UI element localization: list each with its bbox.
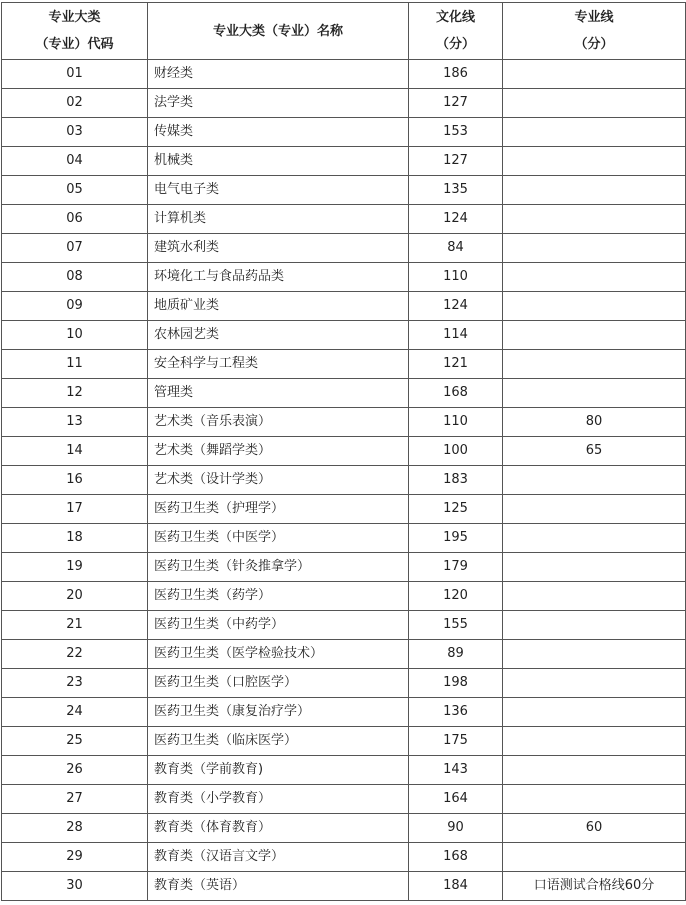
culture-score-cell: 127 bbox=[409, 89, 503, 118]
table-row bbox=[2, 292, 686, 321]
culture-score-cell: 184 bbox=[409, 872, 503, 901]
name-cell: 医药卫生类（中药学） bbox=[148, 611, 409, 640]
header-special-line-2: （分） bbox=[574, 37, 614, 52]
special-score-cell bbox=[503, 350, 686, 379]
name-cell: 教育类（学前教育) bbox=[148, 756, 409, 785]
table-row bbox=[2, 379, 686, 408]
culture-score-cell: 110 bbox=[409, 408, 503, 437]
table-row bbox=[2, 60, 686, 89]
special-score-cell bbox=[503, 843, 686, 872]
code-cell: 03 bbox=[2, 118, 148, 147]
culture-score-cell: 125 bbox=[409, 495, 503, 524]
culture-score-cell: 124 bbox=[409, 292, 503, 321]
name-cell: 安全科学与工程类 bbox=[148, 350, 409, 379]
header-name bbox=[148, 3, 409, 60]
code-cell: 06 bbox=[2, 205, 148, 234]
table-row bbox=[2, 669, 686, 698]
name-cell: 机械类 bbox=[148, 147, 409, 176]
special-score-cell bbox=[503, 553, 686, 582]
name-cell: 医药卫生类（中医学） bbox=[148, 524, 409, 553]
code-cell: 29 bbox=[2, 843, 148, 872]
special-score-cell bbox=[503, 379, 686, 408]
name-cell: 建筑水利类 bbox=[148, 234, 409, 263]
special-score-cell bbox=[503, 756, 686, 785]
culture-score-cell: 195 bbox=[409, 524, 503, 553]
table-row bbox=[2, 843, 686, 872]
name-cell: 计算机类 bbox=[148, 205, 409, 234]
name-cell: 财经类 bbox=[148, 60, 409, 89]
culture-score-cell: 175 bbox=[409, 727, 503, 756]
culture-score-cell: 164 bbox=[409, 785, 503, 814]
header-culture-line-1: 文化线 bbox=[435, 10, 475, 25]
special-score-cell bbox=[503, 176, 686, 205]
culture-score-cell: 127 bbox=[409, 147, 503, 176]
table-row bbox=[2, 466, 686, 495]
name-cell: 传媒类 bbox=[148, 118, 409, 147]
special-score-cell: 80 bbox=[503, 408, 686, 437]
culture-score-cell: 121 bbox=[409, 350, 503, 379]
name-cell: 教育类（英语） bbox=[148, 872, 409, 901]
code-cell: 22 bbox=[2, 640, 148, 669]
header-culture-line-2: （分） bbox=[435, 37, 475, 52]
name-cell: 医药卫生类（药学） bbox=[148, 582, 409, 611]
table-row bbox=[2, 437, 686, 466]
culture-score-cell: 186 bbox=[409, 60, 503, 89]
name-cell: 教育类（体育教育） bbox=[148, 814, 409, 843]
code-cell: 02 bbox=[2, 89, 148, 118]
special-score-cell bbox=[503, 466, 686, 495]
name-cell: 医药卫生类（康复治疗学） bbox=[148, 698, 409, 727]
table-row bbox=[2, 118, 686, 147]
culture-score-cell: 84 bbox=[409, 234, 503, 263]
special-score-cell bbox=[503, 321, 686, 350]
table-row bbox=[2, 756, 686, 785]
special-score-cell bbox=[503, 640, 686, 669]
name-cell: 教育类（汉语言文学） bbox=[148, 843, 409, 872]
code-cell: 20 bbox=[2, 582, 148, 611]
name-cell: 环境化工与食品药品类 bbox=[148, 263, 409, 292]
code-cell: 28 bbox=[2, 814, 148, 843]
culture-score-cell: 136 bbox=[409, 698, 503, 727]
special-score-cell bbox=[503, 698, 686, 727]
code-cell: 27 bbox=[2, 785, 148, 814]
table-body bbox=[2, 60, 686, 901]
special-score-cell: 口语测试合格线60分 bbox=[503, 872, 686, 901]
culture-score-cell: 90 bbox=[409, 814, 503, 843]
table-row bbox=[2, 582, 686, 611]
name-cell: 医药卫生类（护理学） bbox=[148, 495, 409, 524]
header-culture bbox=[409, 3, 503, 60]
table-row bbox=[2, 89, 686, 118]
code-cell: 01 bbox=[2, 60, 148, 89]
culture-score-cell: 100 bbox=[409, 437, 503, 466]
name-cell: 管理类 bbox=[148, 379, 409, 408]
special-score-cell bbox=[503, 495, 686, 524]
name-cell: 艺术类（舞蹈学类） bbox=[148, 437, 409, 466]
code-cell: 18 bbox=[2, 524, 148, 553]
score-table bbox=[1, 2, 686, 901]
special-score-cell bbox=[503, 263, 686, 292]
code-cell: 17 bbox=[2, 495, 148, 524]
culture-score-cell: 120 bbox=[409, 582, 503, 611]
special-score-cell bbox=[503, 118, 686, 147]
special-score-cell: 60 bbox=[503, 814, 686, 843]
code-cell: 16 bbox=[2, 466, 148, 495]
culture-score-cell: 168 bbox=[409, 379, 503, 408]
culture-score-cell: 168 bbox=[409, 843, 503, 872]
special-score-cell bbox=[503, 611, 686, 640]
table-row bbox=[2, 727, 686, 756]
code-cell: 12 bbox=[2, 379, 148, 408]
code-cell: 08 bbox=[2, 263, 148, 292]
code-cell: 19 bbox=[2, 553, 148, 582]
table-row bbox=[2, 321, 686, 350]
culture-score-cell: 153 bbox=[409, 118, 503, 147]
header-special-line-1: 专业线 bbox=[574, 10, 614, 25]
code-cell: 14 bbox=[2, 437, 148, 466]
code-cell: 24 bbox=[2, 698, 148, 727]
header-code-line-1: 专业大类 bbox=[48, 10, 101, 25]
header-code-line-2: （专业）代码 bbox=[35, 37, 114, 52]
culture-score-cell: 114 bbox=[409, 321, 503, 350]
code-cell: 10 bbox=[2, 321, 148, 350]
name-cell: 电气电子类 bbox=[148, 176, 409, 205]
table-row bbox=[2, 640, 686, 669]
name-cell: 地质矿业类 bbox=[148, 292, 409, 321]
table-row bbox=[2, 147, 686, 176]
special-score-cell bbox=[503, 785, 686, 814]
culture-score-cell: 155 bbox=[409, 611, 503, 640]
culture-score-cell: 179 bbox=[409, 553, 503, 582]
code-cell: 11 bbox=[2, 350, 148, 379]
special-score-cell bbox=[503, 582, 686, 611]
table-row bbox=[2, 814, 686, 843]
special-score-cell: 65 bbox=[503, 437, 686, 466]
name-cell: 医药卫生类（临床医学） bbox=[148, 727, 409, 756]
name-cell: 艺术类（设计学类） bbox=[148, 466, 409, 495]
culture-score-cell: 143 bbox=[409, 756, 503, 785]
code-cell: 05 bbox=[2, 176, 148, 205]
code-cell: 23 bbox=[2, 669, 148, 698]
special-score-cell bbox=[503, 89, 686, 118]
table-row bbox=[2, 350, 686, 379]
culture-score-cell: 110 bbox=[409, 263, 503, 292]
name-cell: 医药卫生类（口腔医学） bbox=[148, 669, 409, 698]
name-cell: 艺术类（音乐表演） bbox=[148, 408, 409, 437]
special-score-cell bbox=[503, 234, 686, 263]
header-code bbox=[2, 3, 148, 60]
code-cell: 13 bbox=[2, 408, 148, 437]
code-cell: 21 bbox=[2, 611, 148, 640]
table-row bbox=[2, 263, 686, 292]
culture-score-cell: 135 bbox=[409, 176, 503, 205]
name-cell: 教育类（小学教育） bbox=[148, 785, 409, 814]
code-cell: 04 bbox=[2, 147, 148, 176]
special-score-cell bbox=[503, 60, 686, 89]
culture-score-cell: 124 bbox=[409, 205, 503, 234]
name-cell: 农林园艺类 bbox=[148, 321, 409, 350]
table-row bbox=[2, 553, 686, 582]
table-row bbox=[2, 698, 686, 727]
special-score-cell bbox=[503, 727, 686, 756]
table-row bbox=[2, 176, 686, 205]
culture-score-cell: 183 bbox=[409, 466, 503, 495]
table-row bbox=[2, 611, 686, 640]
code-cell: 07 bbox=[2, 234, 148, 263]
special-score-cell bbox=[503, 669, 686, 698]
special-score-cell bbox=[503, 524, 686, 553]
table-row bbox=[2, 408, 686, 437]
name-cell: 医药卫生类（针灸推拿学） bbox=[148, 553, 409, 582]
special-score-cell bbox=[503, 292, 686, 321]
header-name-text: 专业大类（专业）名称 bbox=[212, 23, 343, 39]
table-row bbox=[2, 785, 686, 814]
table-row bbox=[2, 872, 686, 901]
header-special bbox=[503, 3, 686, 60]
culture-score-cell: 89 bbox=[409, 640, 503, 669]
name-cell: 法学类 bbox=[148, 89, 409, 118]
special-score-cell bbox=[503, 205, 686, 234]
code-cell: 09 bbox=[2, 292, 148, 321]
table-row bbox=[2, 495, 686, 524]
code-cell: 26 bbox=[2, 756, 148, 785]
table-row bbox=[2, 234, 686, 263]
table-row bbox=[2, 205, 686, 234]
code-cell: 30 bbox=[2, 872, 148, 901]
table-row bbox=[2, 524, 686, 553]
special-score-cell bbox=[503, 147, 686, 176]
code-cell: 25 bbox=[2, 727, 148, 756]
header-row bbox=[2, 3, 686, 60]
culture-score-cell: 198 bbox=[409, 669, 503, 698]
name-cell: 医药卫生类（医学检验技术） bbox=[148, 640, 409, 669]
